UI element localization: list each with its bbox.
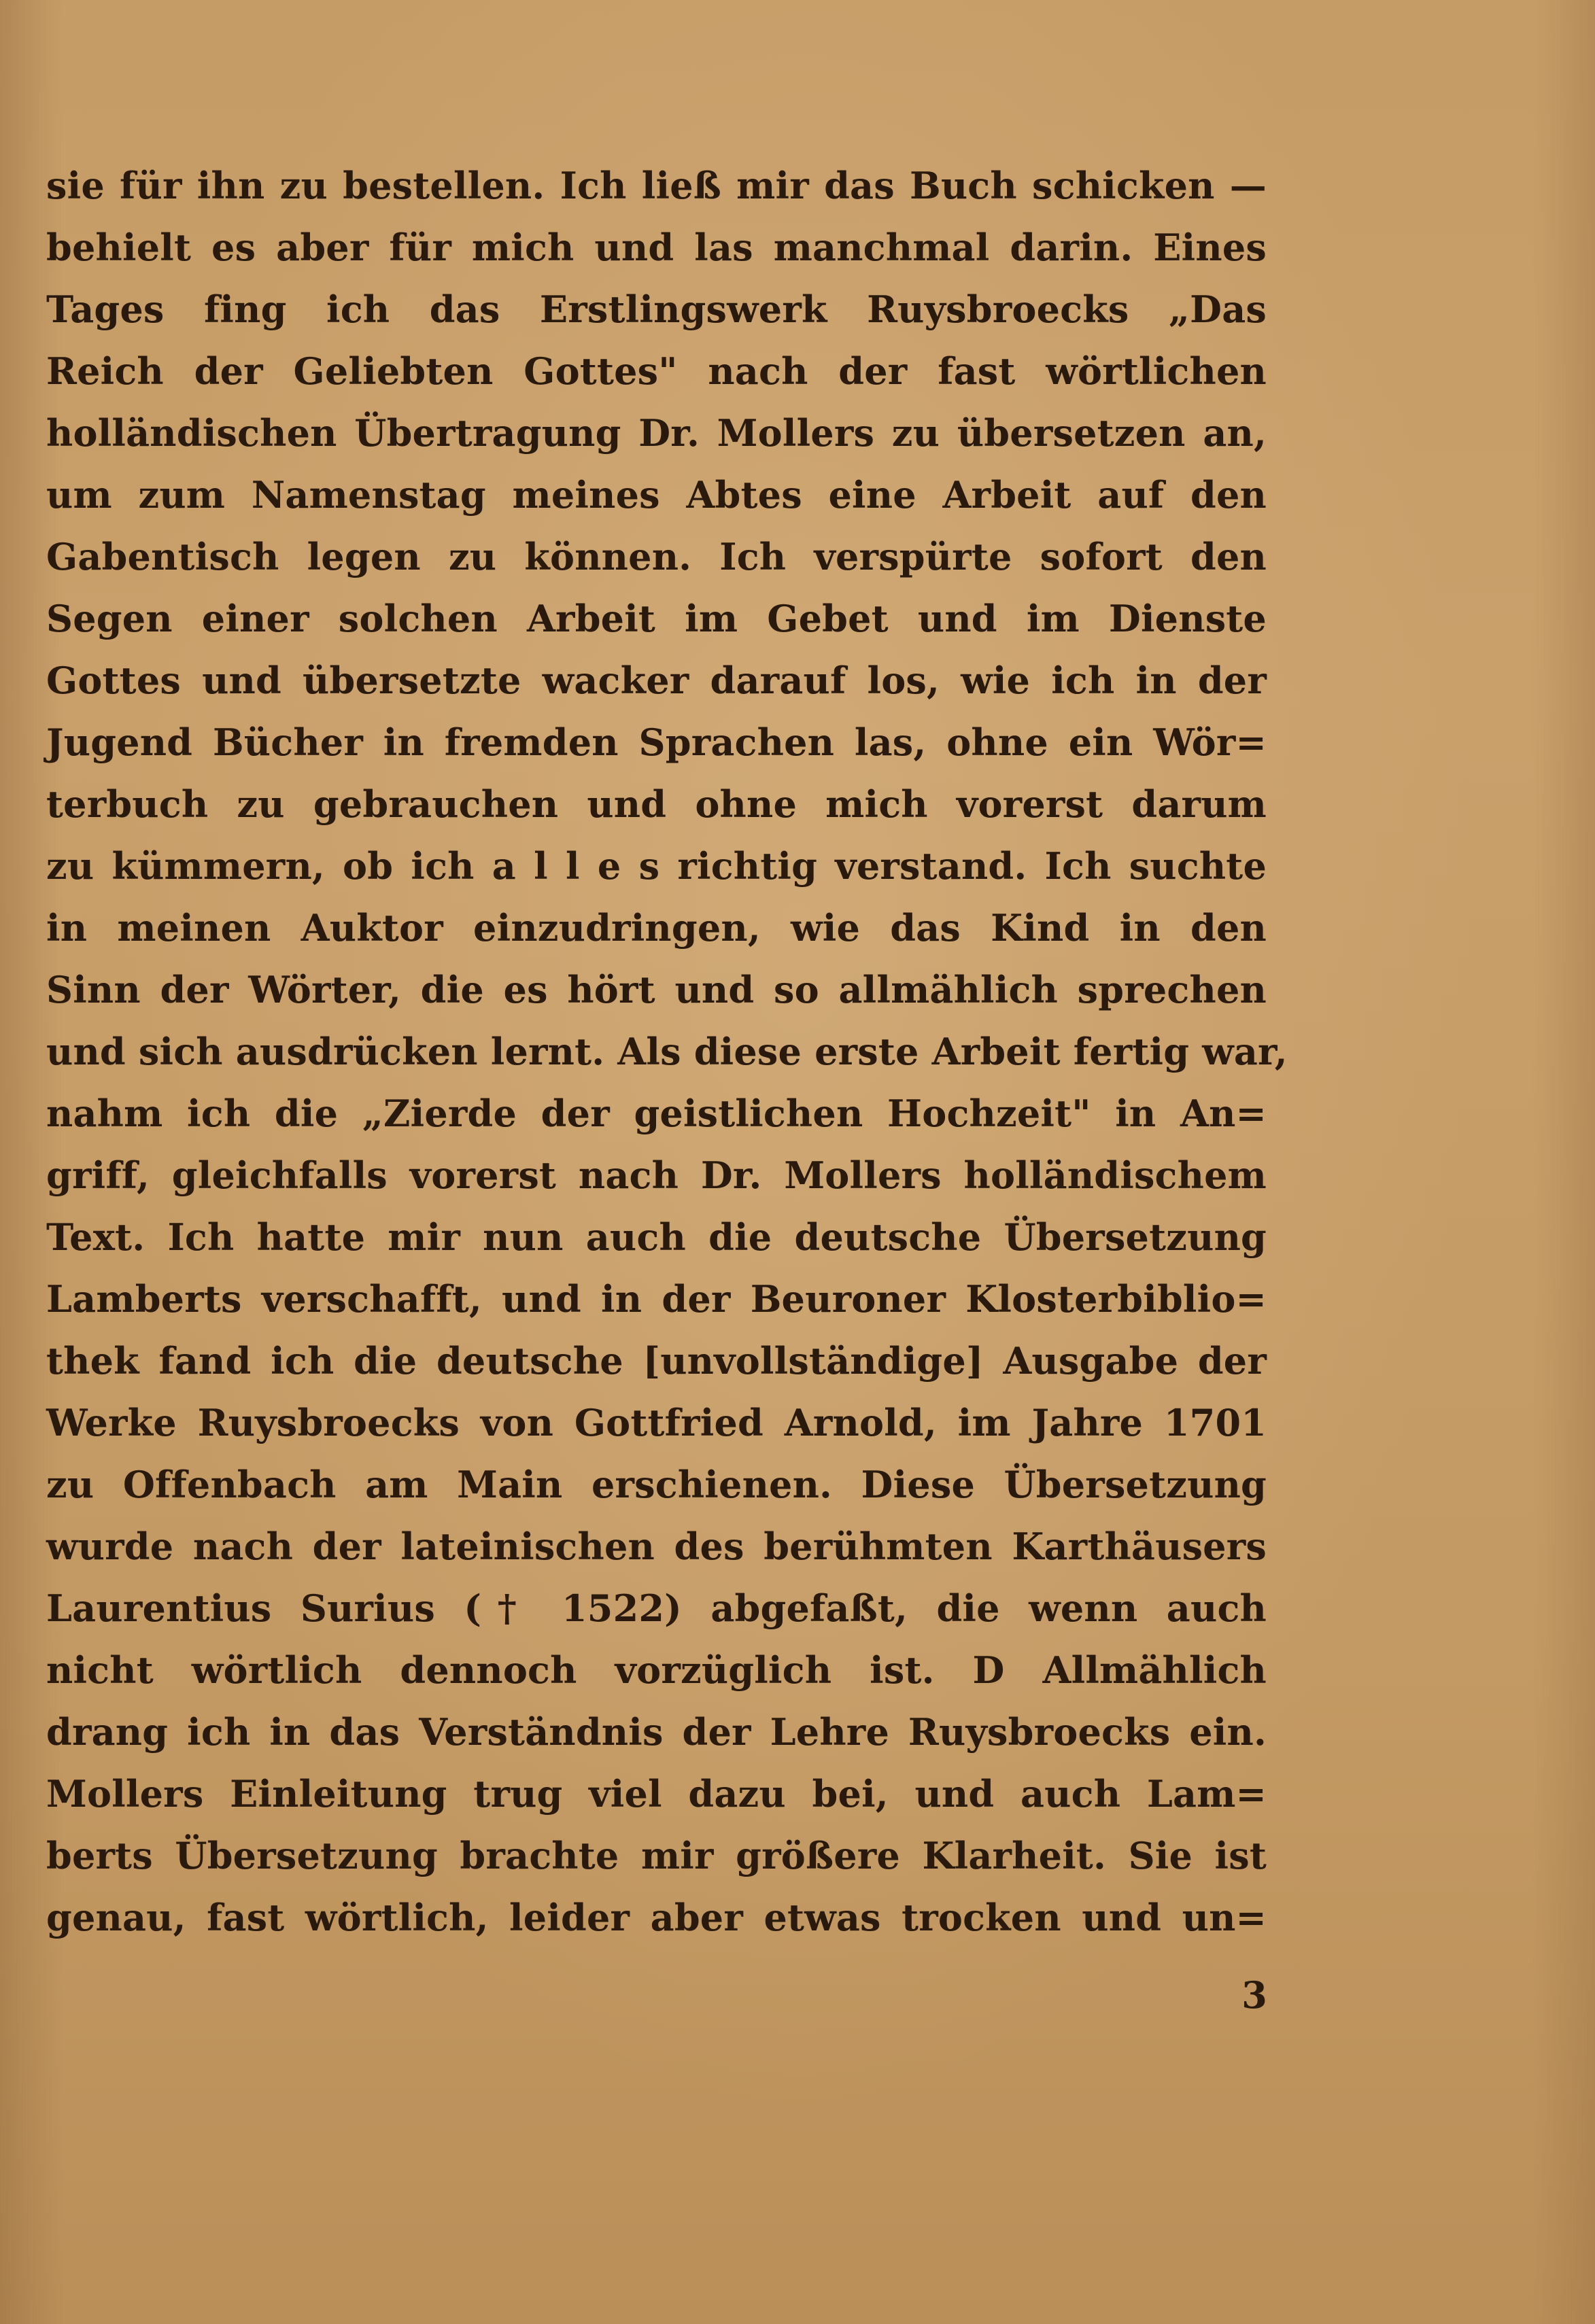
text-line: Jugend Bücher in fremden Sprachen las, ohne ein Wör= (46, 721, 1267, 764)
text-line: terbuch zu gebrauchen und ohne mich vorerst darum (46, 782, 1267, 826)
text-line: Gabentisch legen zu können. Ich verspürte sofort den (46, 535, 1267, 578)
text-line: zu kümmern, ob ich a l l e s richtig verstand. Ich suchte (46, 844, 1267, 888)
text-line: griff, gleichfalls vorerst nach Dr. Mollers holländischem (46, 1154, 1267, 1197)
text-line: nahm ich die „Zierde der geistlichen Hochzeit" in An= (46, 1092, 1267, 1135)
text-line: Segen einer solchen Arbeit im Gebet und im Dienste (46, 597, 1267, 640)
text-line: nicht wörtlich dennoch vorzüglich ist. D Allmählich (46, 1648, 1267, 1692)
text-line: drang ich in das Verständnis der Lehre Ruysbroecks ein. (46, 1710, 1267, 1754)
text-line: in meinen Auktor einzudringen, wie das Kind in den (46, 906, 1267, 950)
text-line: Text. Ich hatte mir nun auch die deutsche Übersetzung (46, 1215, 1267, 1259)
text-line: Laurentius Surius († 1522) abgefaßt, die wenn auch (46, 1586, 1267, 1630)
text-line: thek fand ich die deutsche [unvollständige] Ausgabe der (46, 1339, 1267, 1383)
text-line: behielt es aber für mich und las manchmal darin. Eines (46, 226, 1267, 269)
page-number: 3 (1241, 1973, 1267, 2017)
text-line: Gottes und übersetzte wacker darauf los, wie ich in der (46, 659, 1267, 702)
text-line: Sinn der Wörter, die es hört und so allmählich sprechen (46, 968, 1267, 1011)
text-line: genau, fast wörtlich, leider aber etwas trocken und un= (46, 1896, 1267, 1939)
text-line: sie für ihn zu bestellen. Ich ließ mir das Buch schicken — (46, 164, 1267, 207)
text-line: berts Übersetzung brachte mir größere Klarheit. Sie ist (46, 1834, 1267, 1877)
text-line: Mollers Einleitung trug viel dazu bei, und auch Lam= (46, 1772, 1267, 1816)
body-text (46, 155, 1288, 1949)
text-line: Lamberts verschafft, und in der Beuroner Klosterbiblio= (46, 1277, 1267, 1321)
text-line: Werke Ruysbroecks von Gottfried Arnold, im Jahre 1701 (46, 1401, 1267, 1444)
text-line: und sich ausdrücken lernt. Als diese erste Arbeit fertig war, (46, 1030, 1288, 1073)
text-line: zu Offenbach am Main erschienen. Diese Übersetzung (46, 1463, 1267, 1506)
text-line: holländischen Übertragung Dr. Mollers zu übersetzen an, (46, 411, 1267, 455)
text-line: um zum Namenstag meines Abtes eine Arbeit auf den (46, 473, 1267, 517)
text-line: Tages fing ich das Erstlingswerk Ruysbroecks „Das (46, 288, 1267, 331)
text-line: wurde nach der lateinischen des berühmten Karthäusers (46, 1525, 1267, 1568)
text-line: Reich der Geliebten Gottes" nach der fast wörtlichen (46, 349, 1267, 393)
